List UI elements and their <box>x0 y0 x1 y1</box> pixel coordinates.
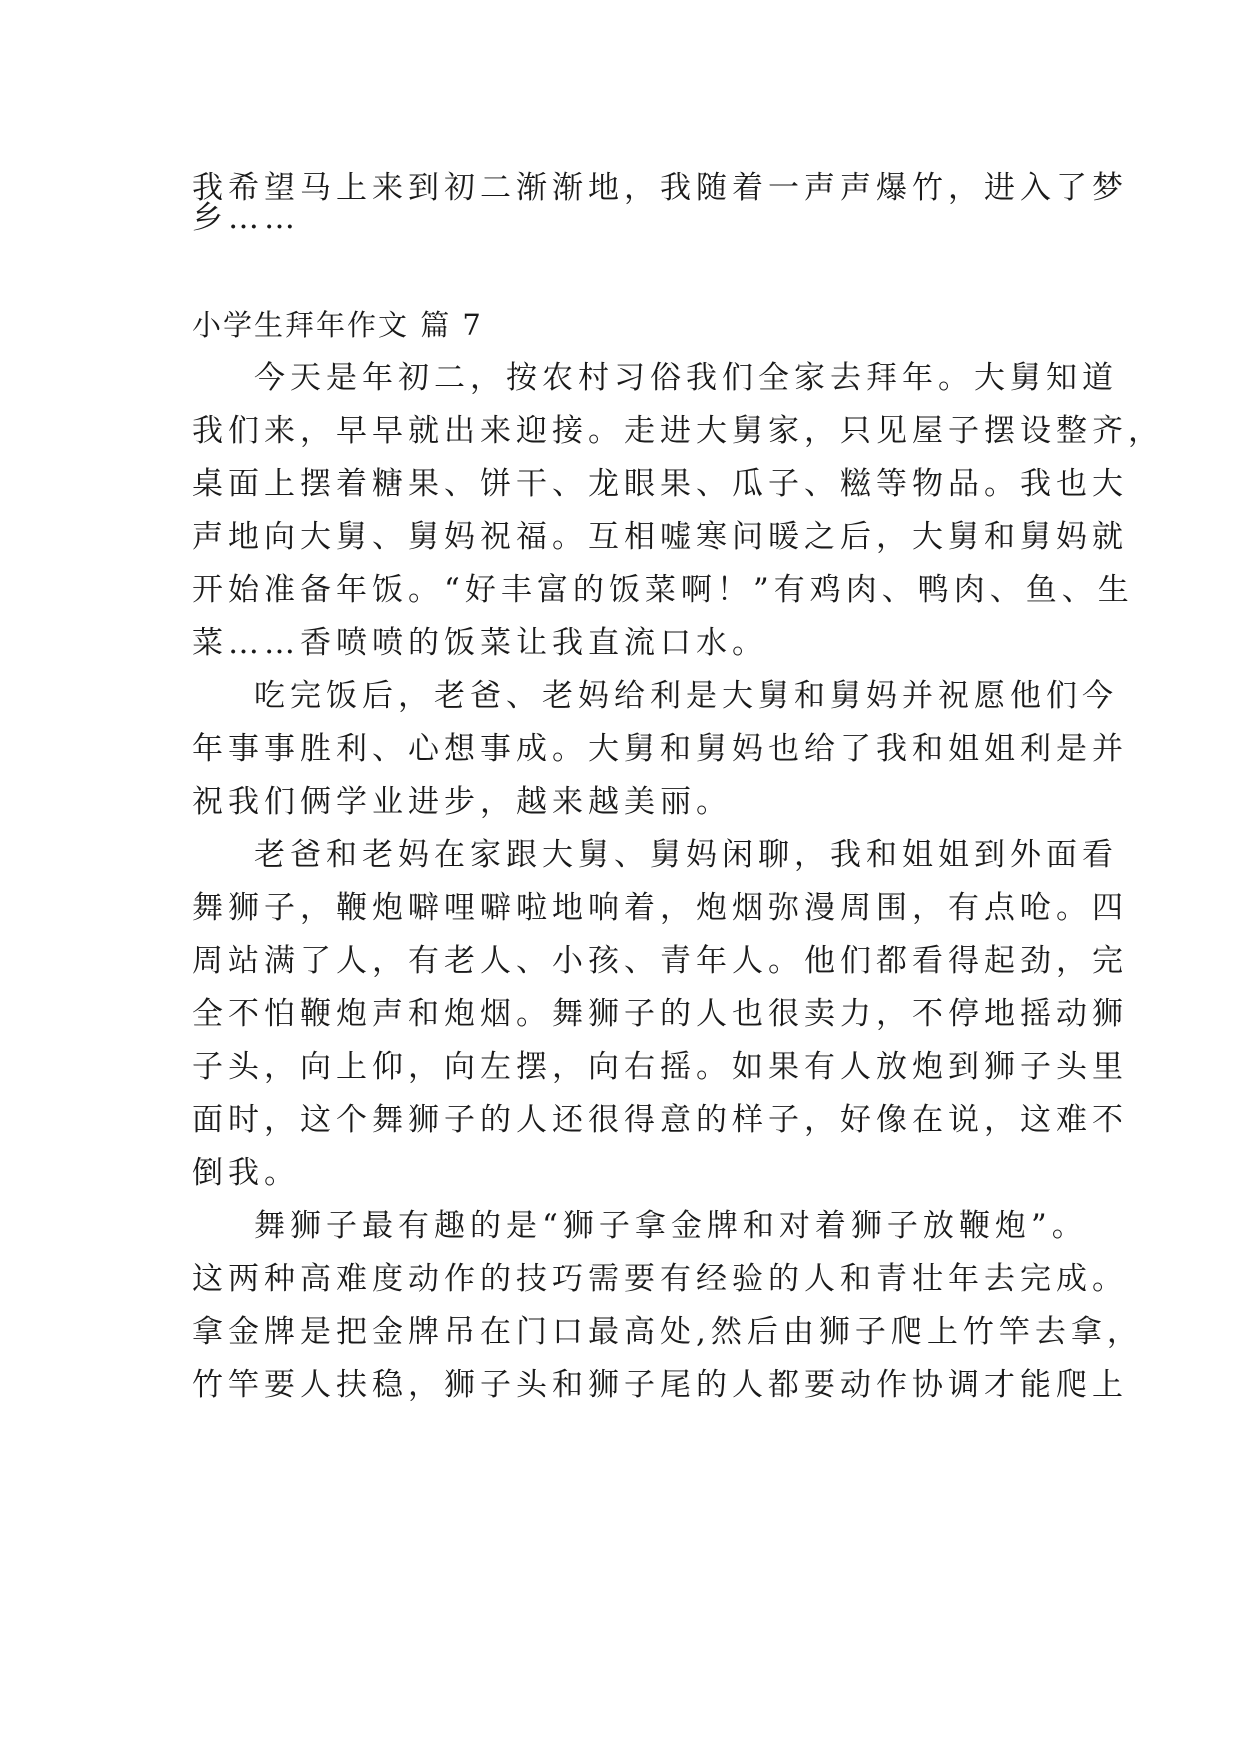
paragraph3-line-6: 面时，这个舞狮子的人还很得意的样子，好像在说，这难不 <box>192 1102 1128 1138</box>
paragraph4-line-2: 这两种高难度动作的技巧需要有经验的人和青壮年去完成。 <box>192 1261 1128 1297</box>
paragraph3-line-4: 全不怕鞭炮声和炮烟。舞狮子的人也很卖力，不停地摇动狮 <box>192 996 1128 1032</box>
paragraph3-line-1: 老爸和老妈在家跟大舅、舅妈闲聊，我和姐姐到外面看 <box>254 837 1118 873</box>
paragraph1-line-2: 我们来，早早就出来迎接。走进大舅家，只见屋子摆设整齐， <box>192 413 1164 449</box>
paragraph1-line-5: 开始准备年饭。“好丰富的饭菜啊！”有鸡肉、鸭肉、鱼、生 <box>192 572 1134 608</box>
paragraph4-line-3: 拿金牌是把金牌吊在门口最高处,然后由狮子爬上竹竿去拿， <box>192 1314 1143 1350</box>
paragraph3-line-7: 倒我。 <box>192 1155 300 1191</box>
paragraph2-line-3: 祝我们俩学业进步，越来越美丽。 <box>192 784 732 820</box>
paragraph4-line-1: 舞狮子最有趣的是“狮子拿金牌和对着狮子放鞭炮”。 <box>254 1208 1088 1244</box>
paragraph2-line-1: 吃完饭后，老爸、老妈给利是大舅和舅妈并祝愿他们今 <box>254 678 1118 714</box>
paragraph4-line-4: 竹竿要人扶稳，狮子头和狮子尾的人都要动作协调才能爬上 <box>192 1367 1128 1403</box>
paragraph2-line-2: 年事事胜利、心想事成。大舅和舅妈也给了我和姐姐利是并 <box>192 731 1128 767</box>
paragraph3-line-5: 子头，向上仰，向左摆，向右摇。如果有人放炮到狮子头里 <box>192 1049 1128 1085</box>
paragraph1-line-3: 桌面上摆着糖果、饼干、龙眼果、瓜子、糍等物品。我也大 <box>192 466 1128 502</box>
paragraph1-line-6: 菜……香喷喷的饭菜让我直流口水。 <box>192 625 768 661</box>
section-title: 小学生拜年作文 篇 7 <box>192 308 483 342</box>
paragraph3-line-3: 周站满了人，有老人、小孩、青年人。他们都看得起劲，完 <box>192 943 1128 979</box>
intro-line-1: 我希望马上来到初二渐渐地，我随着一声声爆竹，进入了梦 <box>192 170 1128 206</box>
paragraph1-line-1: 今天是年初二，按农村习俗我们全家去拜年。大舅知道 <box>254 360 1118 396</box>
paragraph3-line-2: 舞狮子，鞭炮噼哩噼啦地响着，炮烟弥漫周围，有点呛。四 <box>192 890 1128 926</box>
paragraph1-line-4: 声地向大舅、舅妈祝福。互相嘘寒问暖之后，大舅和舅妈就 <box>192 519 1128 555</box>
intro-line-2: 乡…… <box>192 200 300 236</box>
